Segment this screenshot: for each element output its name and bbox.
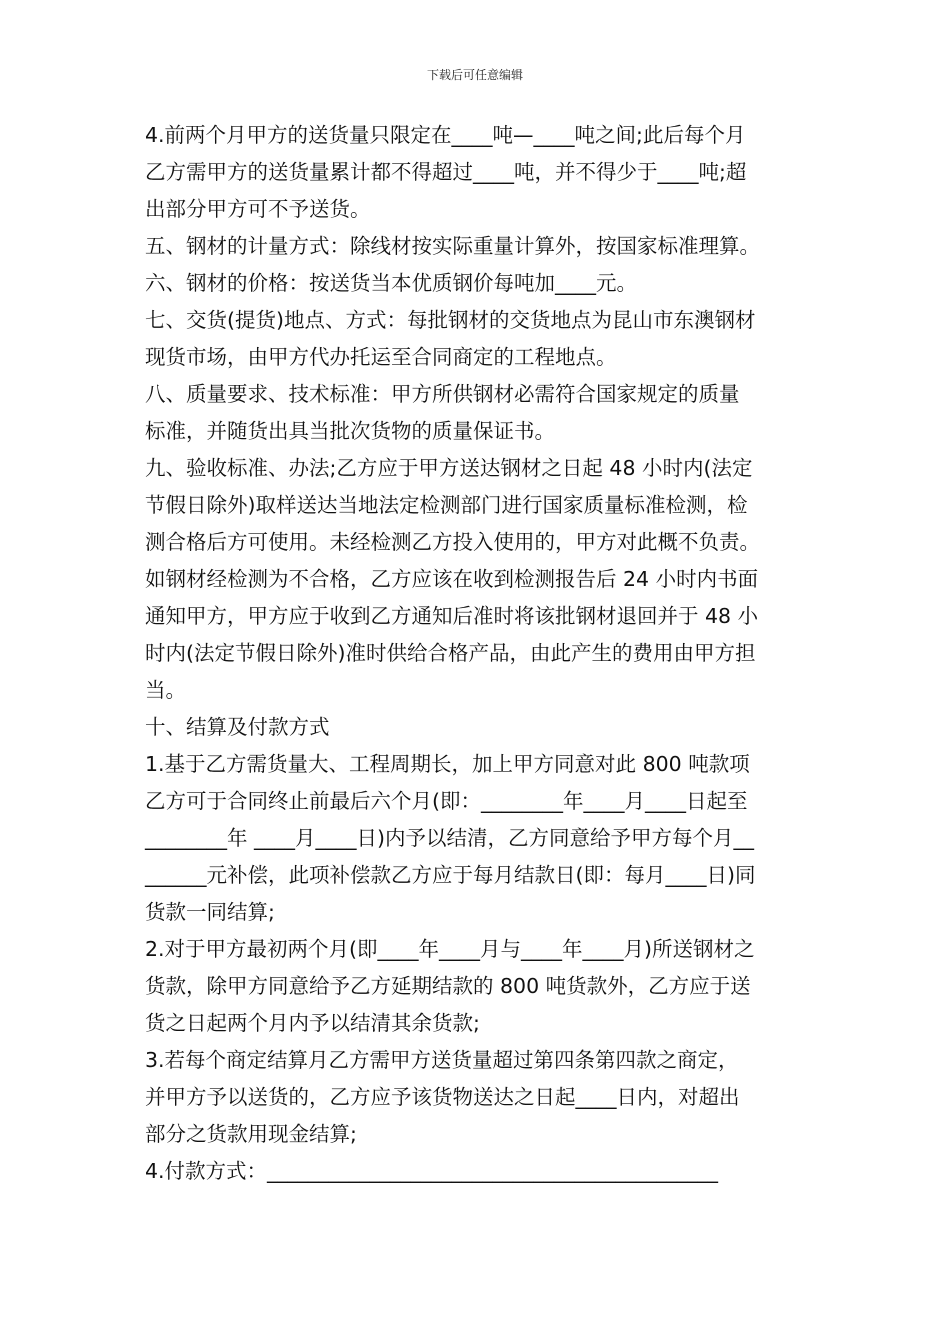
text-line: 如钢材经检测为不合格，乙方应该在收到检测报告后 24 小时内书面 xyxy=(145,567,759,591)
section-seven-line: 七、交货(提货)地点、方式：每批钢材的交货地点为昆山市东澳钢材 xyxy=(145,308,756,332)
text-line: 标准，并随货出具当批次货物的质量保证书。 xyxy=(145,419,555,443)
text-line: 出部分甲方可不予送货。 xyxy=(145,197,371,221)
section-nine-line: 九、验收标准、办法;乙方应于甲方送达钢材之日起 48 小时内(法定 xyxy=(145,456,753,480)
text-line: ______元补偿，此项补偿款乙方应于每月结款日(即：每月____日)同 xyxy=(145,863,756,887)
text-line: 节假日除外)取样送达当地法定检测部门进行国家质量标准检测，检 xyxy=(145,493,748,517)
text-line: 4.前两个月甲方的送货量只限定在____吨—____吨之间;此后每个月 xyxy=(145,123,746,147)
section-ten-heading: 十、结算及付款方式 xyxy=(145,715,330,739)
text-line: 货款，除甲方同意给予乙方延期结款的 800 吨货款外，乙方应于送 xyxy=(145,974,751,998)
document-body xyxy=(145,117,807,1190)
text-line: 乙方可于合同终止前最后六个月(即：________年____月____日起至 xyxy=(145,789,748,813)
text-line: 并甲方予以送货的，乙方应予该货物送达之日起____日内，对超出 xyxy=(145,1085,740,1109)
text-line: 货款一同结算; xyxy=(145,900,275,924)
section-six-line: 六、钢材的价格：按送货当本优质钢价每吨加____元。 xyxy=(145,271,637,295)
text-line: 乙方需甲方的送货量累计都不得超过____吨，并不得少于____吨;超 xyxy=(145,160,747,184)
text-line: 测合格后方可使用。未经检测乙方投入使用的，甲方对此概不负责。 xyxy=(145,530,760,554)
text-line: 当。 xyxy=(145,678,186,702)
text-line: 现货市场，由甲方代办托运至合同商定的工程地点。 xyxy=(145,345,617,369)
text-line: 部分之货款用现金结算; xyxy=(145,1122,357,1146)
section-five-line: 五、钢材的计量方式：除线材按实际重量计算外，按国家标准理算。 xyxy=(145,234,760,258)
clause-3-line: 3.若每个商定结算月乙方需甲方送货量超过第四条第四款之商定， xyxy=(145,1048,739,1072)
page-header-note: 下载后可任意编辑 xyxy=(426,68,523,82)
section-eight-line: 八、质量要求、技术标准：甲方所供钢材必需符合国家规定的质量 xyxy=(145,382,740,406)
text-line: 货之日起两个月内予以结清其余货款; xyxy=(145,1011,480,1035)
clause-1-line: 1.基于乙方需货量大、工程周期长，加上甲方同意对此 800 吨款项 xyxy=(145,752,750,776)
clause-4-payment-line: 4.付款方式：____________________________________________ xyxy=(145,1159,719,1183)
text-line: 通知甲方，甲方应于收到乙方通知后准时将该批钢材退回并于 48 小 xyxy=(145,604,759,628)
clause-2-line: 2.对于甲方最初两个月(即____年____月与____年____月)所送钢材之 xyxy=(145,937,755,961)
text-line: 时内(法定节假日除外)准时供给合格产品，由此产生的费用由甲方担 xyxy=(145,641,756,665)
text-line: ________年 ____月____日)内予以结清，乙方同意给予甲方每个月__ xyxy=(145,826,755,850)
